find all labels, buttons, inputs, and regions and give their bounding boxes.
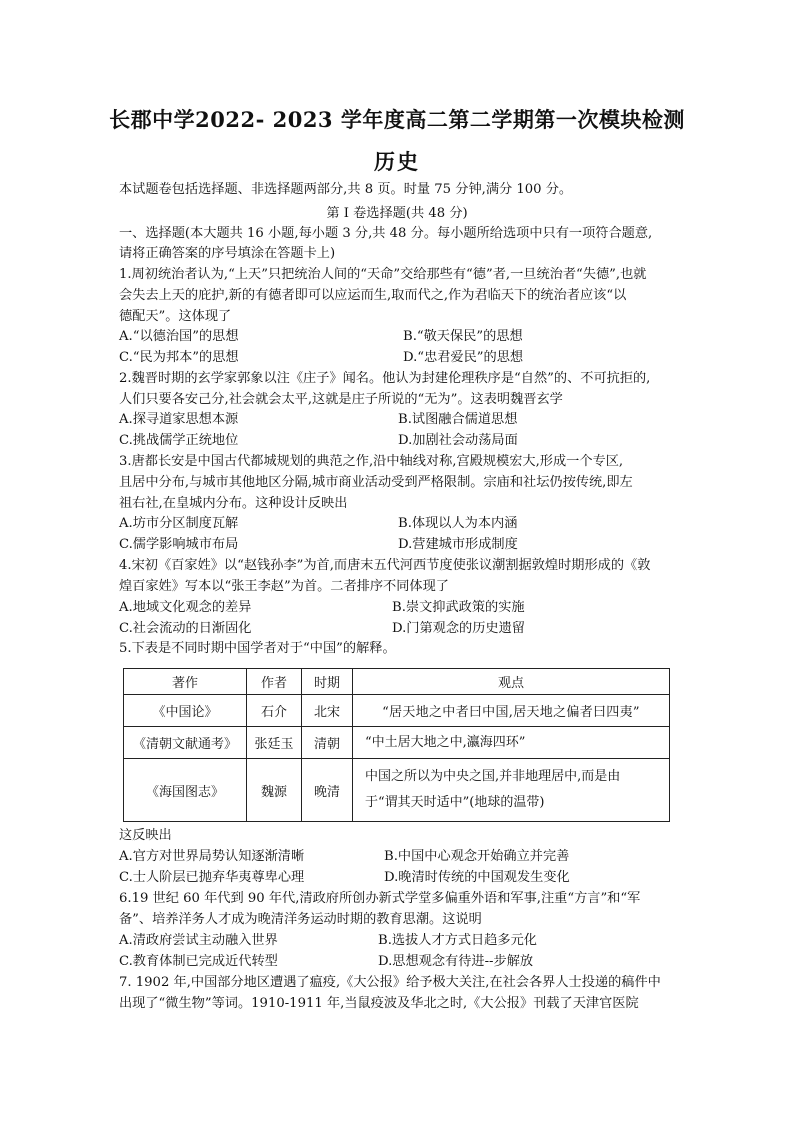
option-a[interactable]: A.地域文化观念的差异: [119, 600, 252, 615]
section-title: 第 I 卷选择题(共 48 分): [326, 206, 468, 221]
table-cell: [353, 759, 670, 822]
table-cell-line: 中国之所以为中央之国,并非地理居中,而是由: [365, 769, 621, 784]
table-cell: “中土居大地之中,瀛海四环”: [353, 727, 670, 759]
option-d[interactable]: D.思想观念有待进--步解放: [378, 954, 534, 969]
table-header: 著作: [124, 669, 247, 695]
table-header-row: [124, 669, 670, 695]
option-c[interactable]: C.社会流动的日渐固化: [119, 621, 252, 636]
question-stem-line: 7. 1902 年,中国部分地区遭遇了瘟疫,《大公报》给予极大关注,在社会各界人士投递的稿件中: [119, 975, 661, 990]
option-b[interactable]: B.崇文抑武政策的实施: [392, 600, 525, 615]
table-cell: 《中国论》: [124, 695, 247, 727]
option-b[interactable]: B.体现以人为本内涵: [398, 516, 518, 531]
question-stem-line: 5.下表是不同时期中国学者对于“中国”的解释。: [119, 641, 396, 656]
table-cell: 晚清: [302, 759, 353, 822]
option-b[interactable]: B.中国中心观念开始确立并完善: [384, 849, 570, 864]
option-d[interactable]: D.营建城市形成制度: [398, 537, 518, 552]
table-row: [124, 727, 670, 759]
option-c[interactable]: C.士人阶层已抛弃华夷尊卑心理: [119, 870, 305, 885]
option-b[interactable]: B.试图融合儒道思想: [398, 412, 518, 427]
option-c[interactable]: C.挑战儒学正统地位: [119, 433, 239, 448]
question-stem-line: 这反映出: [119, 828, 172, 843]
table-cell: “居天地之中者曰中国,居天地之偏者曰四夷”: [353, 695, 670, 727]
table-cell: 《海国图志》: [124, 759, 247, 822]
table-row: [124, 695, 670, 727]
question-stem-line: 会失去上天的庇护,新的有德者即可以应运而生,取而代之,作为君临天下的统治者应该“以: [119, 288, 627, 303]
option-c[interactable]: C.教育体制已完成近代转型: [119, 954, 278, 969]
question-stem-line: 煌百家姓》写本以“张王李赵”为首。二者排序不同体现了: [119, 579, 449, 594]
option-a[interactable]: A.“以德治国”的思想: [119, 329, 239, 344]
table-cell: 张廷玉: [247, 727, 302, 759]
question-stem-line: 祖右社,在皇城内分布。这种设计反映出: [119, 496, 348, 511]
option-a[interactable]: A.探寻道家思想本源: [119, 412, 239, 427]
question-stem-line: 2.魏晋时期的玄学家郭象以注《庄子》闻名。他认为封建伦理秩序是“自然”的、不可抗拒的,: [119, 371, 651, 386]
page-title: 长郡中学2022- 2023 学年度高二第二学期第一次模块检测: [109, 107, 685, 132]
option-c[interactable]: C.儒学影响城市布局: [119, 537, 239, 552]
table-header: 作者: [247, 669, 302, 695]
table-row: [124, 759, 670, 822]
table-cell: 魏源: [247, 759, 302, 822]
instructions-line: 请将正确答案的序号填涂在答题卡上): [119, 246, 336, 261]
option-d[interactable]: D.晚清时传统的中国观发生变化: [384, 870, 570, 885]
table-cell: 清朝: [302, 727, 353, 759]
option-b[interactable]: B.“敬天保民”的思想: [403, 329, 523, 344]
table-header: 观点: [353, 669, 670, 695]
table-header: 时期: [302, 669, 353, 695]
question-stem-line: 出现了“微生物”等词。1910-1911 年,当鼠疫波及华北之时,《大公报》刊载了天津官医院: [119, 996, 639, 1011]
option-a[interactable]: A.清政府尝试主动融入世界: [119, 933, 278, 948]
option-a[interactable]: A.坊市分区制度瓦解: [119, 516, 239, 531]
question-stem-line: 备”、培养洋务人才成为晚清洋务运动时期的教育思潮。这说明: [119, 912, 482, 927]
option-d[interactable]: D.“忠君爱民”的思想: [403, 350, 524, 365]
option-b[interactable]: B.选拔人才方式日趋多元化: [378, 933, 537, 948]
option-c[interactable]: C.“民为邦本”的思想: [119, 350, 239, 365]
comparison-table: [123, 668, 670, 822]
option-d[interactable]: D.门第观念的历史遗留: [392, 621, 525, 636]
question-stem-line: 6.19 世纪 60 年代到 90 年代,清政府所创办新式学堂多偏重外语和军事,注重“方言”和“军: [119, 891, 641, 906]
table-cell: 北宋: [302, 695, 353, 727]
table-cell: 石介: [247, 695, 302, 727]
instructions-line: 一、选择题(本大题共 16 小题,每小题 3 分,共 48 分。每小题所给选项中只有一项符合题意,: [119, 226, 653, 241]
table-cell: 《清朝文献通考》: [124, 727, 247, 759]
table-cell-line: 于“谓其天时适中”(地球的温带): [365, 795, 545, 810]
question-stem-line: 人们只要各安己分,社会就会太平,这就是庄子所说的“无为”。这表明魏晋玄学: [119, 392, 563, 407]
question-stem-line: 1.周初统治者认为,“上天”只把统治人间的“天命”交给那些有“德”者,一旦统治者“失德”,也就: [119, 267, 647, 282]
question-stem-line: 4.宋初《百家姓》以“赵钱孙李”为首,而唐末五代河西节度使张议潮割据敦煌时期形成的《敦: [119, 558, 651, 573]
option-d[interactable]: D.加剧社会动荡局面: [398, 433, 518, 448]
subject-title: 历史: [374, 149, 420, 174]
option-a[interactable]: A.官方对世界局势认知逐渐清晰: [119, 849, 305, 864]
question-stem-line: 且居中分布,与城市其他地区分隔,城市商业活动受到严格限制。宗庙和社坛仍按传统,即左: [119, 475, 633, 490]
question-stem-line: 德配天”。这体现了: [119, 309, 232, 324]
question-stem-line: 3.唐都长安是中国古代都城规划的典范之作,沿中轴线对称,宫殿规模宏大,形成一个专区,: [119, 454, 624, 469]
exam-intro: 本试题卷包括选择题、非选择题两部分,共 8 页。时量 75 分钟,满分 100 分。: [119, 182, 573, 197]
